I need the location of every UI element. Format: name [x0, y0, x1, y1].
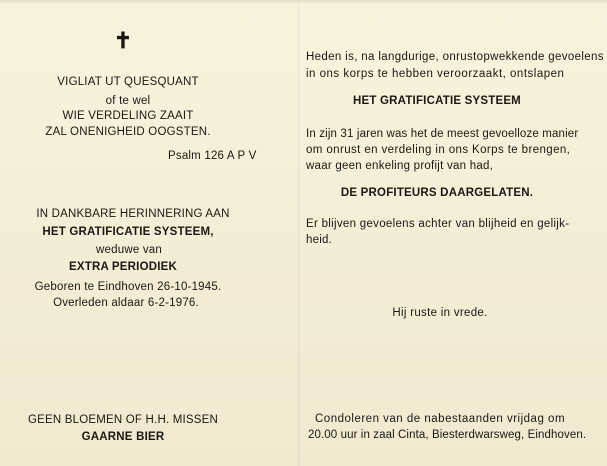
deceased-heading: HET GRATIFICATIE SYSTEEM — [353, 95, 521, 107]
motto-line-3: WIE VERDELING ZAAIT — [62, 110, 194, 122]
spouse-name: EXTRA PERIODIEK — [68, 261, 178, 273]
condolence-line-1: Condoleren van de nabestaanden vrijdag om — [315, 413, 566, 425]
no-flowers-note: GEEN BLOEMEN OF H.H. MISSEN — [27, 414, 219, 426]
feelings-line-1: Er blijven gevoelens achter van blijheid en gelijk- — [306, 218, 570, 230]
announcement-line-1: Heden is, na langdurige, onrustopwekkende gevoelens — [306, 51, 604, 63]
beer-note: GAARNE BIER — [81, 431, 165, 443]
memorial-line-2: HET GRATIFICATIE SYSTEEM, — [42, 226, 214, 238]
widow-of: weduwe van — [96, 244, 162, 256]
motto-line-2: of te wel — [105, 95, 151, 107]
card-top-edge — [0, 0, 607, 4]
profiteers-heading: DE PROFITEURS DAARGELATEN. — [340, 187, 534, 199]
feelings-line-2: heid. — [306, 234, 332, 246]
born-date: Geboren te Eindhoven 26-10-1945. — [34, 281, 222, 293]
died-date: Overleden aldaar 6-2-1976. — [53, 297, 199, 309]
description-line-3: waar geen enkeling profijt van had, — [306, 160, 494, 172]
cross-icon: ✝ — [113, 28, 133, 54]
condolence-line-2: 20.00 uur in zaal Cinta, Biesterdwarsweg, Eindhoven. — [308, 429, 587, 441]
card-fold — [298, 0, 300, 466]
rest-in-peace: Hij ruste in vrede. — [392, 307, 488, 319]
motto-line-1: VIGLIAT UT QUESQUANT — [57, 76, 199, 88]
psalm-reference: Psalm 126 A P V — [168, 150, 257, 162]
memorial-line-1: IN DANKBARE HERINNERING AAN — [36, 208, 230, 220]
announcement-line-2: in ons korps te hebben veroorzaakt, ontslapen — [306, 68, 565, 80]
description-line-2: om onrust en verdeling in ons Korps te brengen, — [306, 144, 571, 156]
motto-line-4: ZAL ONENIGHEID OOGSTEN. — [45, 126, 211, 138]
description-line-1: In zijn 31 jaren was het de meest gevoelloze manier — [306, 128, 579, 140]
